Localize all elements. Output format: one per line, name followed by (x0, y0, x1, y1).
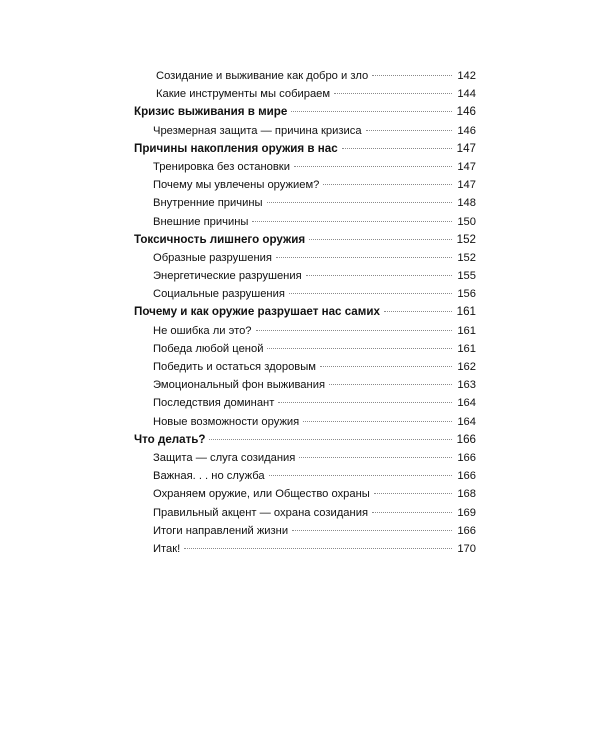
toc-entry-title: Тренировка без остановки (153, 160, 290, 173)
toc-entry-title: Итоги направлений жизни (153, 524, 289, 537)
table-of-contents (134, 67, 476, 558)
page-number: 168 (457, 488, 476, 501)
toc-entry-title: Внутренние причины (153, 197, 263, 210)
dot-leader (291, 111, 452, 112)
toc-entry-row (134, 340, 476, 358)
toc-entry-row (134, 213, 476, 231)
page-number: 146 (457, 124, 476, 137)
page-number: 147 (456, 141, 476, 155)
dot-leader (366, 130, 452, 131)
page-number: 166 (456, 432, 476, 446)
toc-entry-row (134, 285, 476, 303)
toc-entry-row (134, 249, 476, 267)
page-number: 152 (457, 251, 476, 264)
toc-section-title: Причины накопления оружия в нас (134, 141, 338, 155)
page-number: 161 (456, 305, 476, 319)
toc-entry-title: Правильный акцент — охрана созидания (153, 506, 369, 519)
toc-section-title: Что делать? (134, 432, 206, 446)
toc-entry-row (134, 504, 476, 522)
toc-section-title: Кризис выживания в мире (134, 105, 288, 119)
toc-entry-row (134, 194, 476, 212)
toc-entry-row (134, 122, 476, 140)
dot-leader (294, 166, 452, 167)
dot-leader (384, 311, 452, 312)
toc-entry-title: Новые возможности оружия (153, 415, 300, 428)
page-number: 156 (457, 288, 476, 301)
dot-leader (309, 239, 452, 240)
toc-entry-title: Победить и остаться здоровым (153, 361, 316, 373)
toc-entry-row (134, 176, 476, 194)
toc-entry-title: Социальные разрушения (153, 288, 285, 301)
toc-entry-title: Созидание и выживание как добро и зло (156, 70, 369, 82)
page-number: 161 (457, 342, 476, 355)
toc-entry-row (134, 394, 476, 412)
toc-section-row (134, 140, 476, 158)
toc-entry-row (134, 540, 476, 558)
dot-leader (334, 93, 452, 94)
toc-entry-title: Какие инструменты мы собираем (156, 88, 331, 101)
page-number: 148 (457, 197, 476, 210)
dot-leader (303, 421, 452, 422)
page-number: 163 (457, 379, 476, 392)
toc-entry-row (134, 322, 476, 340)
toc-section-row (134, 431, 476, 449)
dot-leader (306, 275, 452, 276)
toc-entry-row (134, 485, 476, 503)
toc-entry-title: Защита — слуга созидания (153, 451, 296, 464)
dot-leader (299, 457, 452, 458)
page-number: 142 (457, 70, 476, 82)
dot-leader (256, 330, 452, 331)
toc-entry-title: Эмоциональный фон выживания (153, 379, 325, 392)
toc-section-row (134, 231, 476, 249)
dot-leader (267, 348, 452, 349)
dot-leader (269, 475, 452, 476)
page-number: 166 (457, 470, 476, 483)
page-number: 166 (457, 451, 476, 464)
dot-leader (289, 293, 452, 294)
toc-entry-row (134, 449, 476, 467)
page-number: 150 (457, 215, 476, 228)
toc-entry-title: Чрезмерная защита — причина кризиса (153, 124, 362, 137)
page-number: 164 (457, 415, 476, 428)
toc-entry-title: Итак! (153, 542, 181, 555)
dot-leader (374, 493, 452, 494)
dot-leader (276, 257, 452, 258)
toc-entry-title: Энергетические разрушения (153, 270, 302, 283)
dot-leader (323, 184, 452, 185)
toc-entry-title: Важная. . . но служба (153, 470, 265, 483)
dot-leader (292, 530, 452, 531)
toc-entry-row (134, 467, 476, 485)
toc-entry-title: Не ошибка ли это? (153, 324, 252, 337)
page-number: 146 (456, 105, 476, 119)
toc-section-row (134, 103, 476, 121)
toc-entry-title: Последствия доминант (153, 397, 275, 410)
page-number: 144 (457, 88, 476, 101)
dot-leader (278, 402, 452, 403)
page-number: 169 (457, 506, 476, 519)
dot-leader (252, 221, 452, 222)
page-number: 162 (457, 361, 476, 373)
toc-entry-row (134, 158, 476, 176)
toc-entry-title: Образные разрушения (153, 251, 272, 264)
toc-entry-row (134, 67, 476, 85)
toc-section-row (134, 303, 476, 321)
page-number: 155 (457, 270, 476, 283)
toc-entry-row (134, 376, 476, 394)
page-number: 147 (457, 160, 476, 173)
dot-leader (329, 384, 452, 385)
toc-section-title: Почему и как оружие разрушает нас самих (134, 305, 380, 319)
dot-leader (372, 75, 452, 76)
dot-leader (320, 366, 452, 367)
toc-entry-row (134, 522, 476, 540)
toc-entry-title: Внешние причины (153, 215, 249, 228)
page-number: 147 (457, 179, 476, 192)
dot-leader (184, 548, 452, 549)
page-number: 161 (457, 324, 476, 337)
toc-entry-row (134, 413, 476, 431)
toc-section-title: Токсичность лишнего оружия (134, 232, 306, 246)
toc-entry-title: Победа любой ценой (153, 342, 264, 355)
toc-entry-row (134, 358, 476, 376)
dot-leader (342, 148, 452, 149)
page-number: 170 (457, 542, 476, 555)
toc-entry-row (134, 267, 476, 285)
page-number: 166 (457, 524, 476, 537)
dot-leader (267, 202, 452, 203)
toc-entry-title: Почему мы увлечены оружием? (153, 179, 320, 192)
page-number: 164 (457, 397, 476, 410)
page-number: 152 (456, 232, 476, 246)
dot-leader (372, 512, 452, 513)
dot-leader (209, 439, 452, 440)
toc-entry-row (134, 85, 476, 103)
toc-entry-title: Охраняем оружие, или Общество охраны (153, 488, 370, 501)
